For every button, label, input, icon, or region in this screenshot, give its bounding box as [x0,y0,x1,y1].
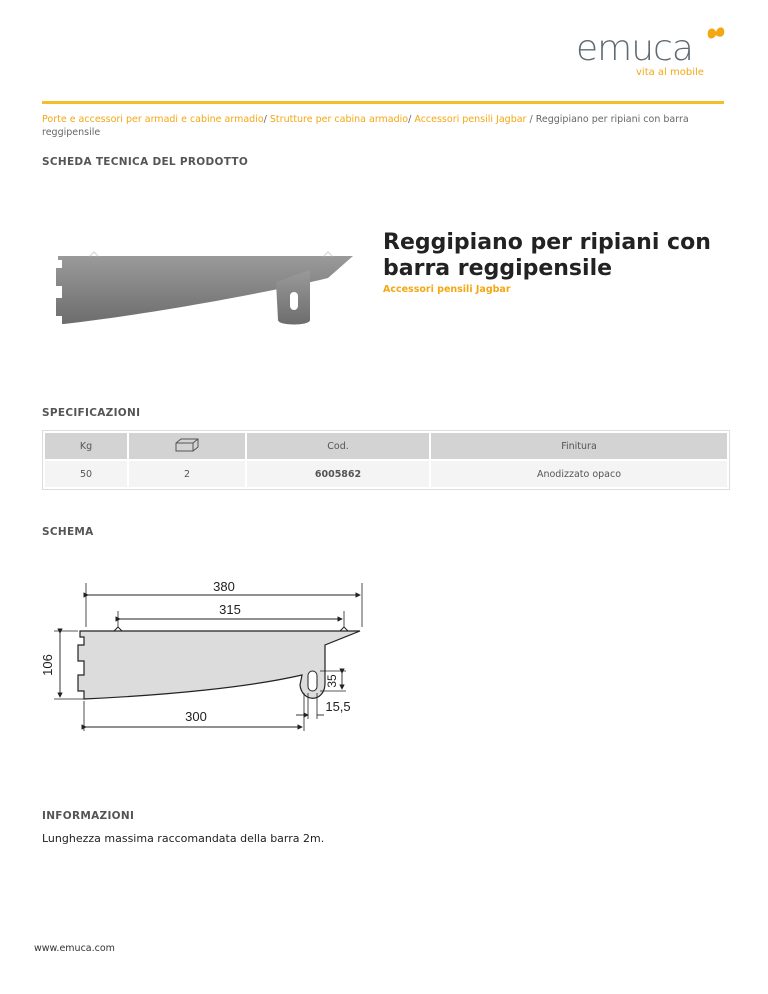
breadcrumb-separator: / [263,114,270,125]
col-code: Cod. [247,433,429,459]
logo-tagline: vita al mobile [636,67,704,78]
breadcrumb-link[interactable]: Strutture per cabina armadio [269,114,409,125]
breadcrumb-link[interactable]: Accessori pensili Jagbar [414,114,527,125]
table-row [45,461,727,487]
sheet-heading: SCHEDA TECNICA DEL PRODOTTO [42,156,249,168]
product-category[interactable]: Accessori pensili Jagbar [383,284,511,295]
info-heading: INFORMAZIONI [42,810,135,822]
dim-arm-length: 300 [185,709,207,724]
header-rule [42,101,724,104]
brand-logo[interactable] [576,20,736,80]
breadcrumb-separator: / [526,114,536,125]
dim-height: 106 [40,654,55,676]
col-finish: Finitura [431,433,727,459]
cell-qty: 2 [129,461,245,487]
butterfly-icon [704,22,728,46]
technical-drawing [40,575,370,735]
dim-hole-span: 315 [219,602,241,617]
breadcrumb-link[interactable]: Porte e accessori per armadi e cabine armadio [42,114,264,125]
footer-url[interactable]: www.emuca.com [34,943,115,954]
breadcrumb-separator: / [408,114,415,125]
cell-finish: Anodizzato opaco [431,461,727,487]
dim-slot-width: 15,5 [325,699,351,714]
table-header-row [45,433,727,459]
specs-table [42,430,730,490]
cell-code: 6005862 [247,461,429,487]
breadcrumb-current: Reggipiano per ripiani con barra reggipensile [42,114,689,138]
specs-heading: SPECIFICAZIONI [42,407,141,419]
product-image [48,240,358,330]
dim-total-length: 380 [213,579,235,594]
col-kg: Kg [45,433,127,459]
breadcrumb [42,113,724,139]
schema-heading: SCHEMA [42,526,94,538]
col-package [129,433,245,459]
box-icon [175,438,199,452]
logo-wordmark: emuca [576,28,693,69]
cell-kg: 50 [45,461,127,487]
dim-slot-height: 35 [325,674,339,688]
product-title: Reggipiano per ripiani con barra reggipensile [383,230,711,281]
info-text: Lunghezza massima raccomandata della barra 2m. [42,832,325,845]
